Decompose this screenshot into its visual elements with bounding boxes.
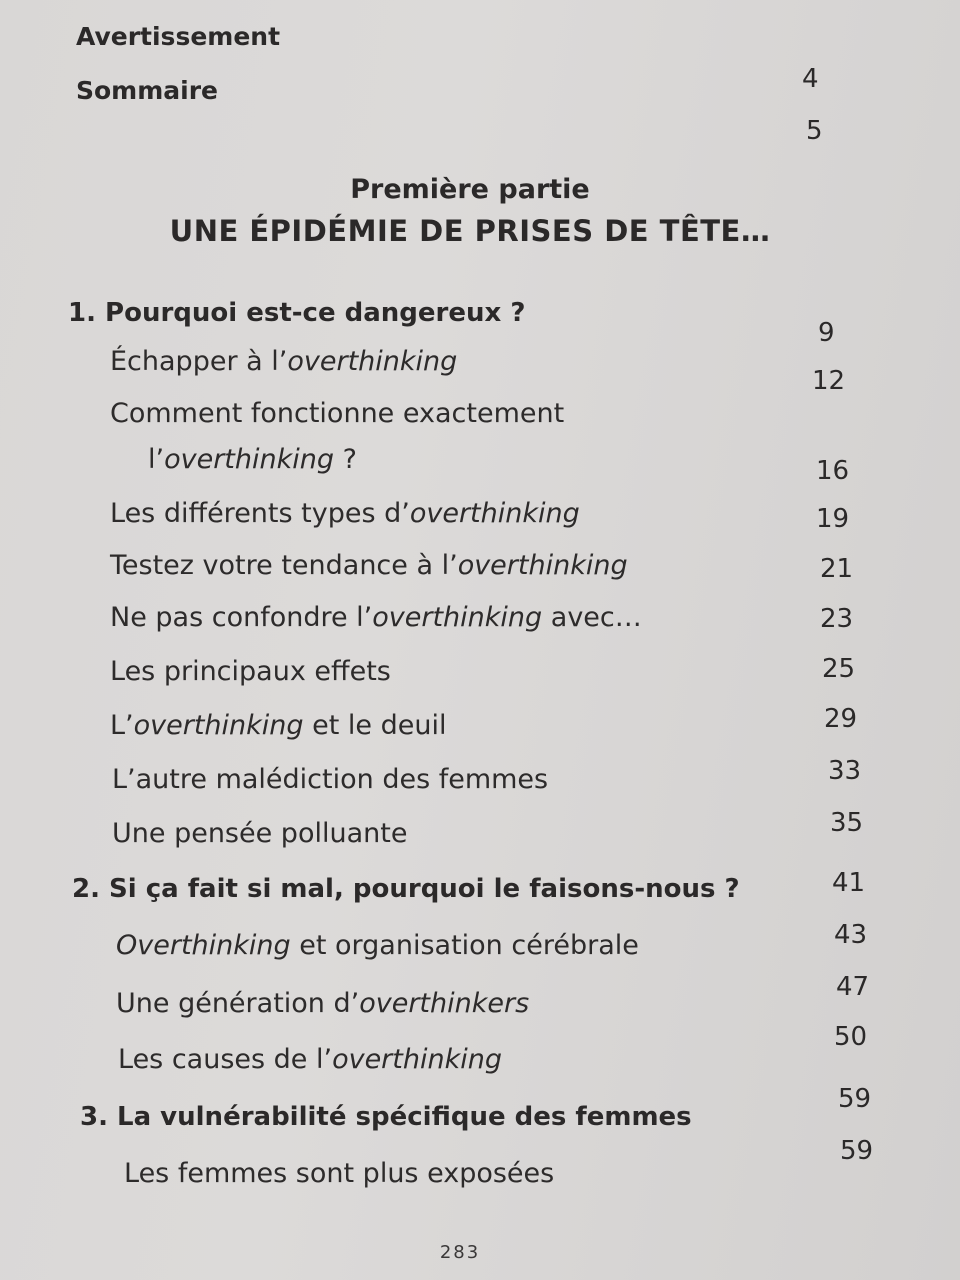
page-number: 43: [834, 920, 868, 950]
page-number: 21: [820, 554, 854, 584]
toc-entry: Une génération d’overthinkers: [116, 988, 530, 1019]
folio-page-number: 283: [439, 1242, 481, 1263]
chapter-title: 1. Pourquoi est-ce dangereux ?: [68, 298, 526, 328]
toc-entry: Comment fonctionne exactement: [110, 398, 565, 429]
page-number: 23: [820, 604, 854, 634]
page-number: 9: [818, 318, 835, 348]
toc-entry: Overthinking et organisation cérébrale: [116, 930, 639, 961]
chapter-title: 2. Si ça fait si mal, pourquoi le faisons-nous ?: [72, 874, 740, 904]
toc-entry: L’overthinking et le deuil: [110, 710, 447, 741]
page-number: 5: [806, 116, 823, 146]
page-number: 4: [802, 64, 819, 94]
page-number: 33: [828, 756, 862, 786]
page-number: 25: [822, 654, 856, 684]
part-subtitle: Première partie: [350, 174, 590, 205]
toc-entry: Les femmes sont plus exposées: [124, 1158, 555, 1189]
toc-entry: Testez votre tendance à l’overthinking: [110, 550, 628, 581]
toc-entry: Les causes de l’overthinking: [118, 1044, 502, 1075]
chapter-title: 3. La vulnérabilité spécifique des femmes: [80, 1102, 692, 1132]
toc-entry: Une pensée polluante: [112, 818, 408, 849]
page-number: 59: [840, 1136, 874, 1166]
page-number: 29: [824, 704, 858, 734]
toc-entry: Échapper à l’overthinking: [110, 346, 458, 377]
toc-entry: L’autre malédiction des femmes: [112, 764, 549, 795]
toc-entry: Ne pas confondre l’overthinking avec…: [110, 602, 642, 633]
page-number: 16: [816, 456, 850, 486]
page-number: 59: [838, 1084, 872, 1114]
page-number: 12: [812, 366, 846, 396]
page-number: 35: [830, 808, 864, 838]
toc-entry-continuation: l’overthinking ?: [148, 444, 357, 475]
part-title: UNE ÉPIDÉMIE DE PRISES DE TÊTE…: [169, 214, 771, 248]
front-matter-avertissement: Avertissement: [76, 22, 281, 51]
front-matter-sommaire: Sommaire: [76, 76, 219, 105]
toc-entry: Les principaux effets: [110, 656, 391, 687]
page-number: 47: [836, 972, 870, 1002]
toc-entry: Les différents types d’overthinking: [110, 498, 580, 529]
page-number: 19: [816, 504, 850, 534]
page-number: 41: [832, 868, 866, 898]
page-number: 50: [834, 1022, 868, 1052]
